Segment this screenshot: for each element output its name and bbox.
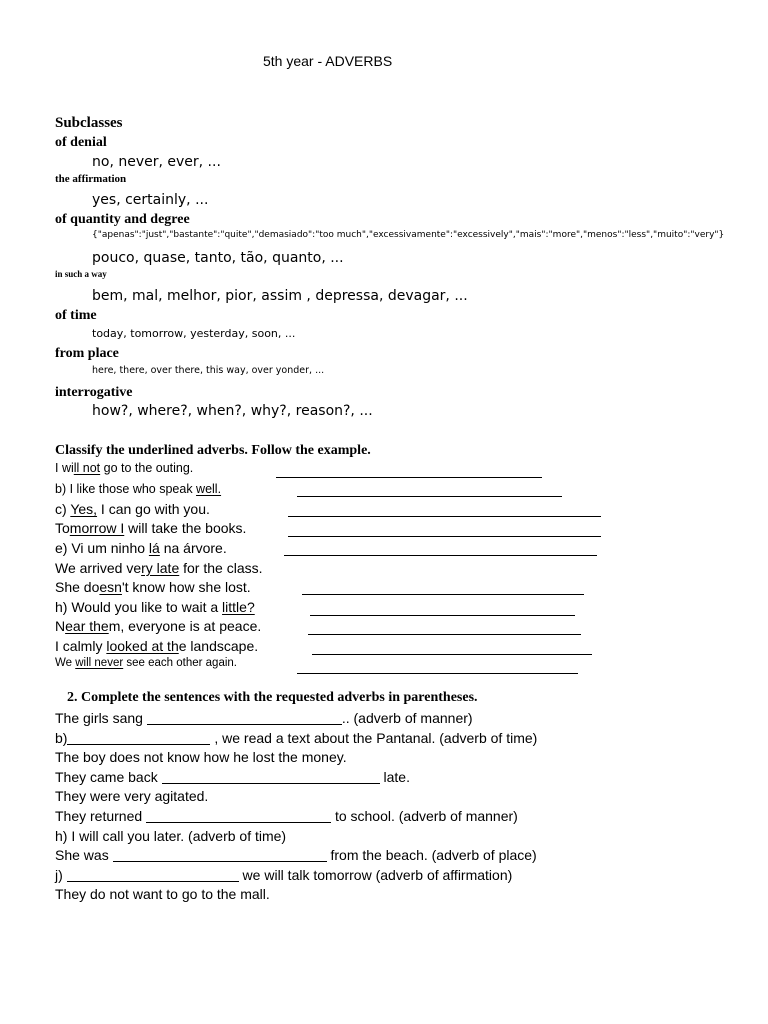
category-interrogative-label: interrogative	[55, 385, 133, 400]
category-place-label: from place	[55, 346, 119, 361]
exercise1-answer-blank[interactable]	[312, 654, 592, 655]
exercise2-item: They came back late.	[55, 769, 410, 785]
exercise1-item: e) Vi um ninho lá na árvore.	[55, 540, 227, 556]
category-place-examples: here, there, over there, this way, over yonder, ...	[92, 365, 325, 376]
exercise1-answer-blank[interactable]	[288, 516, 601, 517]
category-quantity-label: of quantity and degree	[55, 212, 190, 227]
category-denial-label: of denial	[55, 135, 107, 150]
exercise2-answer-blank[interactable]	[146, 822, 331, 823]
exercise1-heading: Classify the underlined adverbs. Follow the example.	[55, 443, 371, 458]
exercise1-item: h) Would you like to wait a little?	[55, 599, 255, 615]
category-denial-examples: no, never, ever, ...	[92, 154, 221, 170]
exercise2-answer-blank[interactable]	[67, 881, 239, 882]
subclasses-heading: Subclasses	[55, 115, 123, 131]
page-title: 5th year - ADVERBS	[263, 53, 393, 69]
exercise2-item: The girls sang .. (adverb of manner)	[55, 710, 473, 726]
exercise1-item: Near them, everyone is at peace.	[55, 618, 262, 634]
exercise2-item: She was from the beach. (adverb of place)	[55, 847, 537, 863]
exercise1-answer-blank[interactable]	[276, 477, 542, 478]
exercise1-item: c) Yes, I can go with you.	[55, 501, 210, 517]
category-quantity-examples: pouco, quase, tanto, tão, quanto, ...	[92, 250, 344, 266]
exercise2-item: The boy does not know how he lost the money.	[55, 749, 347, 765]
exercise1-answer-blank[interactable]	[297, 673, 578, 674]
exercise1-item: Tomorrow I will take the books.	[55, 520, 247, 536]
exercise1-answer-blank[interactable]	[302, 594, 584, 595]
exercise2-item: b) , we read a text about the Pantanal. (adverb of time)	[55, 730, 538, 746]
exercise2-item: j) we will talk tomorrow (adverb of affirmation)	[55, 867, 513, 883]
exercise2-answer-blank[interactable]	[147, 724, 342, 725]
category-manner-examples: bem, mal, melhor, pior, assim , depressa, devagar, ...	[92, 288, 468, 304]
exercise1-answer-blank[interactable]	[308, 634, 581, 635]
exercise1-item: We arrived very late for the class.	[55, 560, 263, 576]
exercise1-item: We will never see each other again.	[55, 657, 237, 669]
exercise1-item: b) I like those who speak well.	[55, 482, 222, 496]
exercise2-answer-blank[interactable]	[113, 861, 327, 862]
exercise1-answer-blank[interactable]	[284, 555, 597, 556]
exercise1-answer-blank[interactable]	[310, 615, 575, 616]
exercise2-answer-blank[interactable]	[162, 783, 380, 784]
category-manner-label: in such a way	[55, 269, 107, 279]
exercise1-answer-blank[interactable]	[288, 536, 601, 537]
exercise2-item: They returned to school. (adverb of manner)	[55, 808, 518, 824]
exercise1-answer-blank[interactable]	[297, 496, 562, 497]
exercise1-item: I calmly looked at the landscape.	[55, 638, 259, 654]
category-affirmation-examples: yes, certainly, ...	[92, 192, 209, 208]
exercise2-item: They do not want to go to the mall.	[55, 886, 270, 902]
category-time-label: of time	[55, 308, 97, 323]
exercise2-heading: 2. Complete the sentences with the requested adverbs in parentheses.	[67, 690, 478, 705]
exercise1-item: She doesn't know how she lost.	[55, 579, 251, 595]
exercise2-answer-blank[interactable]	[67, 744, 210, 745]
exercise2-item: They were very agitated.	[55, 788, 209, 804]
exercise1-item: I will not go to the outing.	[55, 461, 194, 475]
category-interrogative-examples: how?, where?, when?, why?, reason?, ...	[92, 403, 373, 419]
exercise2-item: h) I will call you later. (adverb of time)	[55, 828, 287, 844]
category-quantity-translation: {"apenas":"just","bastante":"quite","demasiado":"too much","excessivamente":"excessively","mais":"more","menos":"less","muito":"very"}	[92, 230, 725, 240]
category-affirmation-label: the affirmation	[55, 173, 127, 185]
category-time-examples: today, tomorrow, yesterday, soon, ...	[92, 327, 296, 340]
